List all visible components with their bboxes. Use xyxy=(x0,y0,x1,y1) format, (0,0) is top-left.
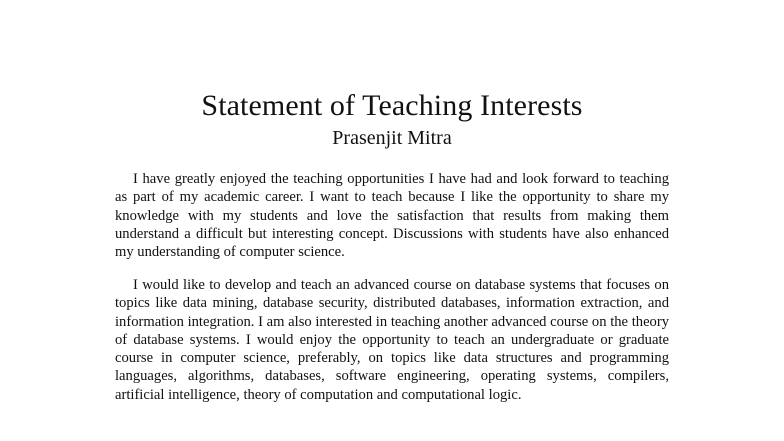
paragraph: I would like to develop and teach an advanced course on database systems that focuses on topics like data mining, database security, distributed databases, information extraction, and information integration. I am also interested in teaching another advanced course on the theory of database systems. I would enjoy the opportunity to teach an undergraduate or graduate course in computer science, preferably, on topics like data structures and programming languages, algorithms, databases, software engineering, operating systems, compilers, artificial intelligence, theory of computation and computational logic. xyxy=(115,277,669,403)
author-name: Prasenjit Mitra xyxy=(332,127,452,149)
document-title: Statement of Teaching Interests xyxy=(201,89,583,122)
paragraph: I have greatly enjoyed the teaching opportunities I have had and look forward to teaching as part of my academic career. I want to teach because I like the opportunity to share my knowledge with my students and love the satisfaction that results from making them understand a difficult but interesting concept. Discussions with students have also enhanced my understanding of computer science. xyxy=(115,171,669,261)
